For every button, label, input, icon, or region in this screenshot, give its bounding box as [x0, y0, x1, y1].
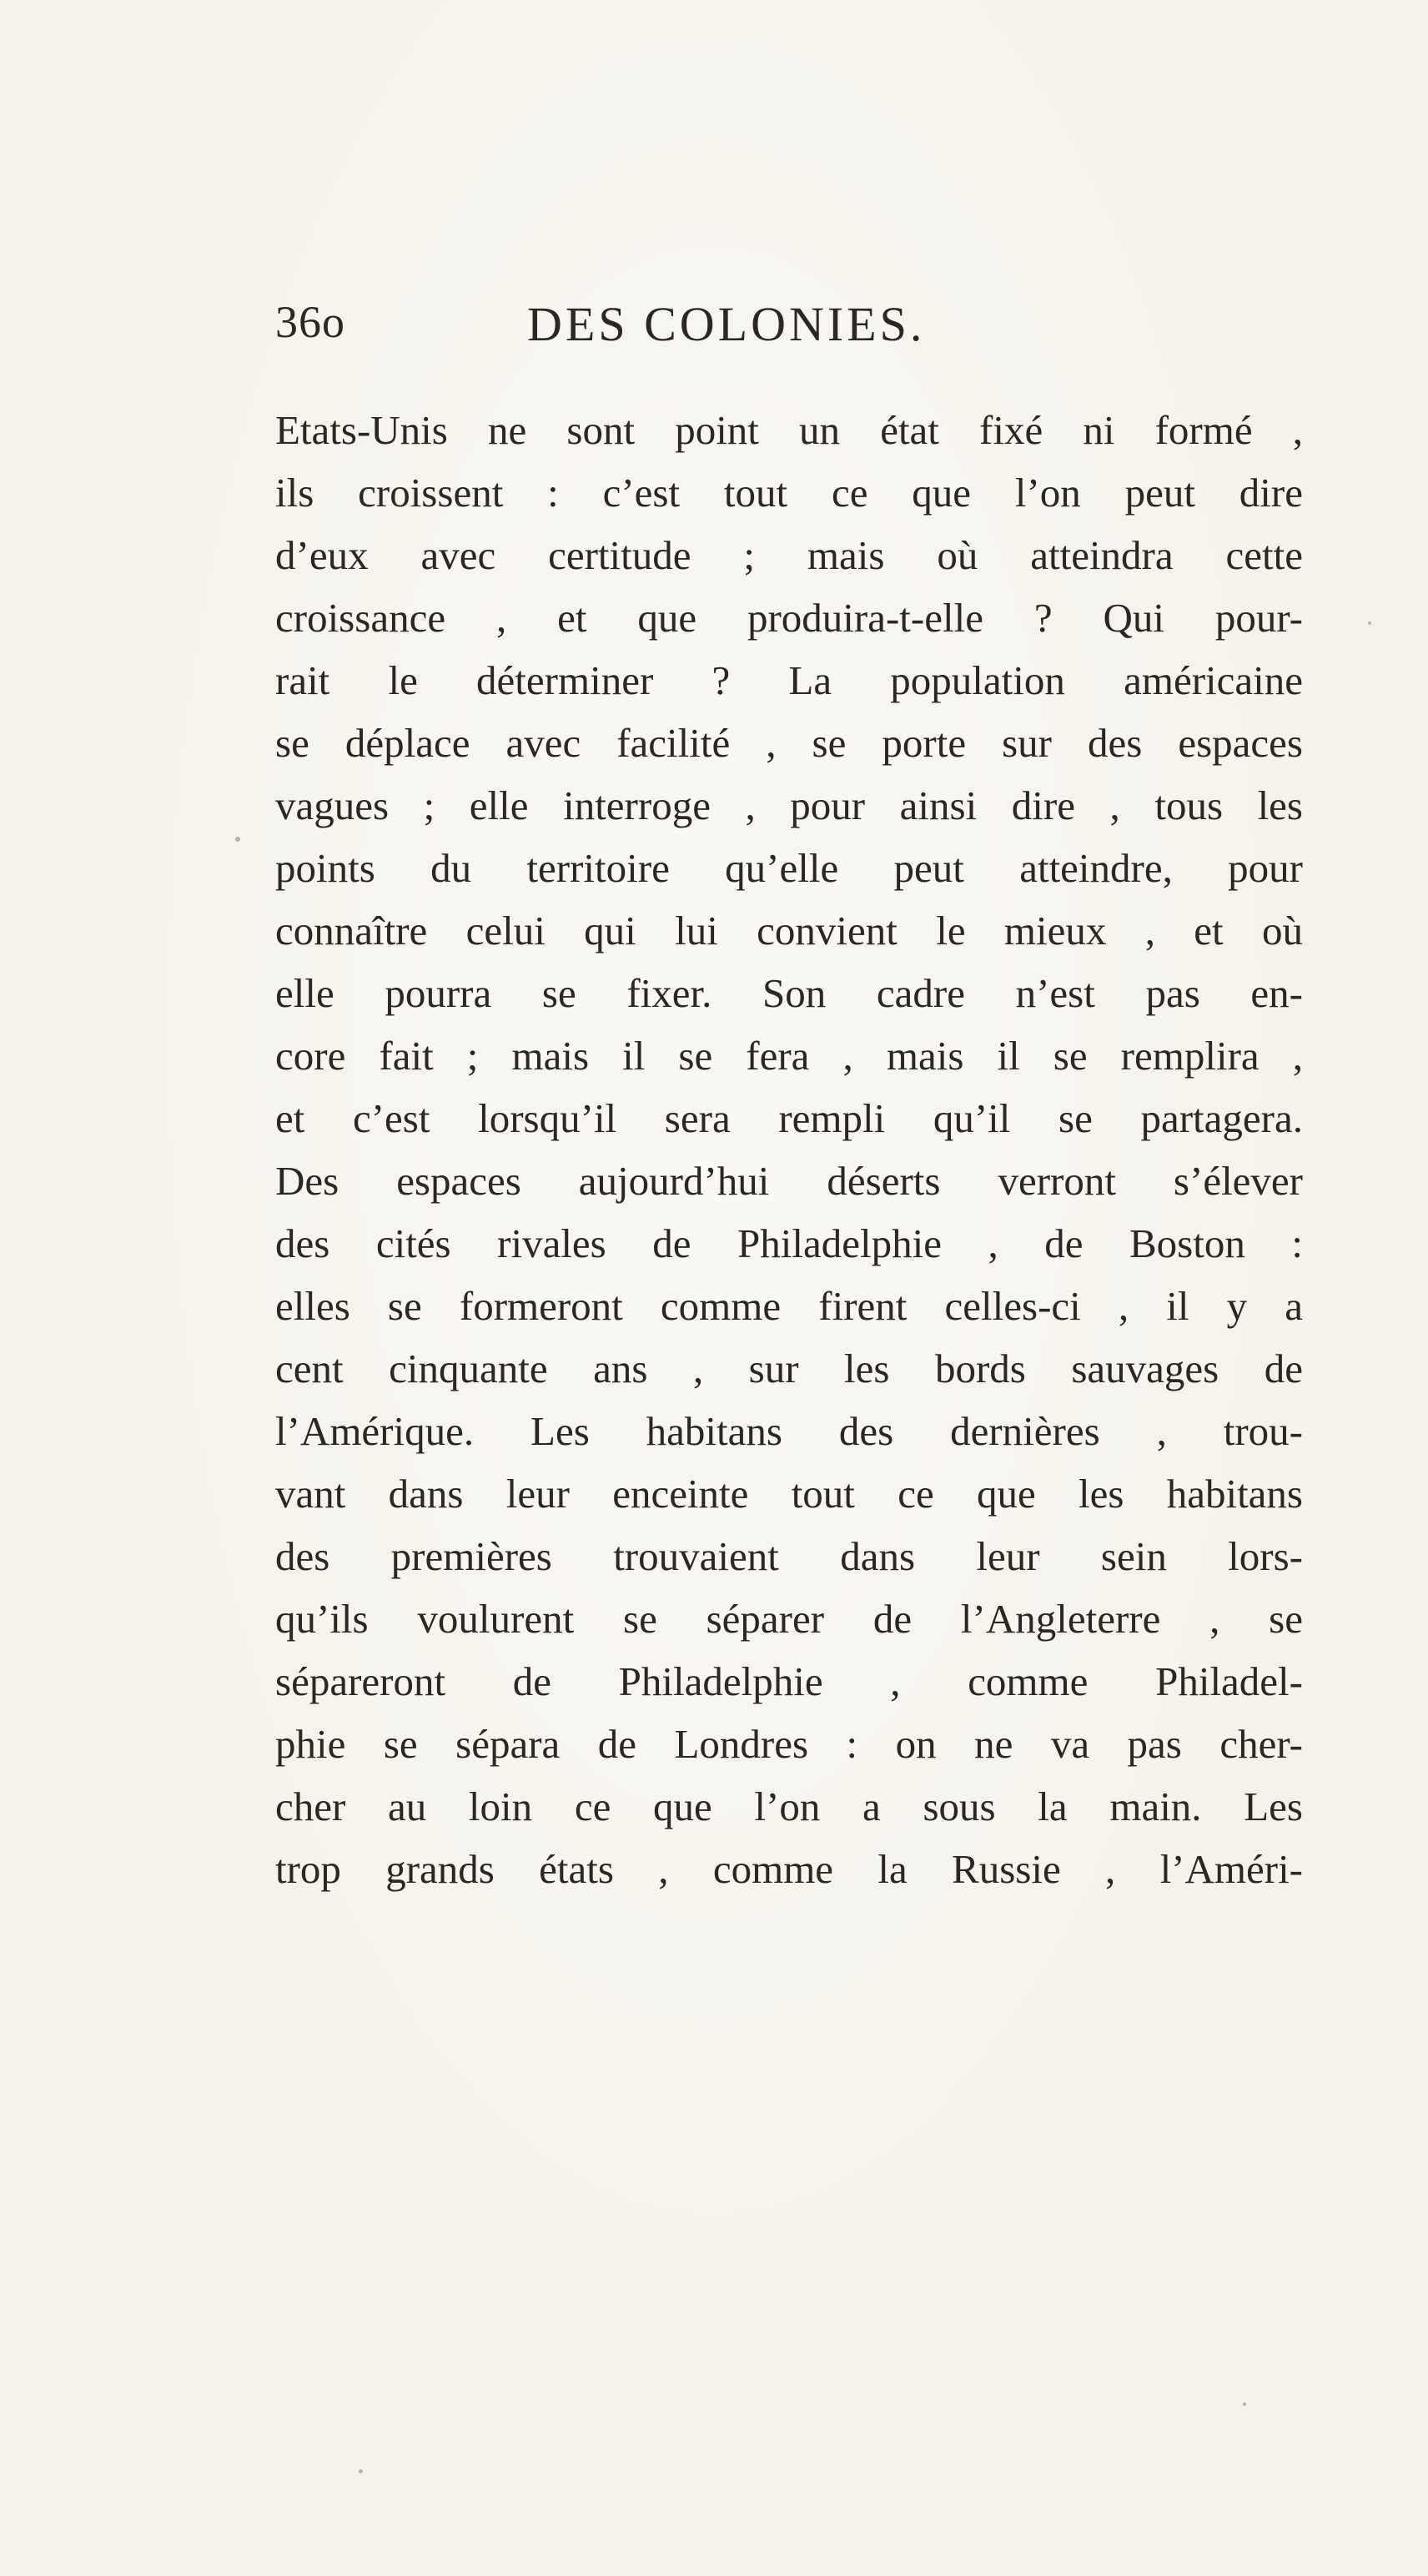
text-line: croissance , et que produira-t-elle ? Qui pour- — [275, 595, 1303, 641]
text-line: des cités rivales de Philadelphie , de Boston : — [275, 1220, 1303, 1266]
paper-speck — [359, 2469, 363, 2473]
text-line: qu’ils voulurent se séparer de l’Angleterre , se — [275, 1596, 1303, 1642]
text-line: trop grands états , comme la Russie , l’Améri- — [275, 1846, 1303, 1892]
text-line: se déplace avec facilité , se porte sur des espaces — [275, 720, 1303, 766]
text-line: Etats-Unis ne sont point un état fixé ni formé , — [275, 407, 1303, 453]
text-line: elles se formeront comme firent celles-ci , il y a — [275, 1283, 1303, 1329]
text-line: et c’est lorsqu’il sera rempli qu’il se partagera. — [275, 1095, 1303, 1141]
text-line: core fait ; mais il se fera , mais il se remplira , — [275, 1033, 1303, 1079]
page-number: 36o — [275, 297, 345, 347]
text-line: cher au loin ce que l’on a sous la main. Les — [275, 1784, 1303, 1829]
text-line: cent cinquante ans , sur les bords sauvages de — [275, 1346, 1303, 1391]
text-line: elle pourra se fixer. Son cadre n’est pas en- — [275, 970, 1303, 1016]
running-title: DES COLONIES. — [527, 297, 926, 351]
text-line: Des espaces aujourd’hui déserts verront s’élever — [275, 1158, 1303, 1204]
text-line: d’eux avec certitude ; mais où atteindra cette — [275, 532, 1303, 578]
text-line: rait le déterminer ? La population américaine — [275, 657, 1303, 703]
paper-speck — [235, 837, 240, 842]
paper-speck — [1243, 2402, 1246, 2406]
text-line: ils croissent : c’est tout ce que l’on peut dire — [275, 470, 1303, 516]
text-line: phie se sépara de Londres : on ne va pas cher- — [275, 1721, 1303, 1767]
text-line: sépareront de Philadelphie , comme Philadel- — [275, 1658, 1303, 1704]
text-line: des premières trouvaient dans leur sein lors- — [275, 1533, 1303, 1579]
text-line: connaître celui qui lui convient le mieux , et où — [275, 908, 1303, 953]
text-line: l’Amérique. Les habitans des dernières , trou- — [275, 1408, 1303, 1454]
text-line: vant dans leur enceinte tout ce que les habitans — [275, 1471, 1303, 1517]
page-header — [275, 296, 1410, 371]
body-text — [275, 399, 1303, 1900]
paper-speck — [1368, 621, 1371, 625]
text-line: points du territoire qu’elle peut atteindre, pour — [275, 845, 1303, 891]
text-line: vagues ; elle interroge , pour ainsi dire , tous les — [275, 782, 1303, 828]
